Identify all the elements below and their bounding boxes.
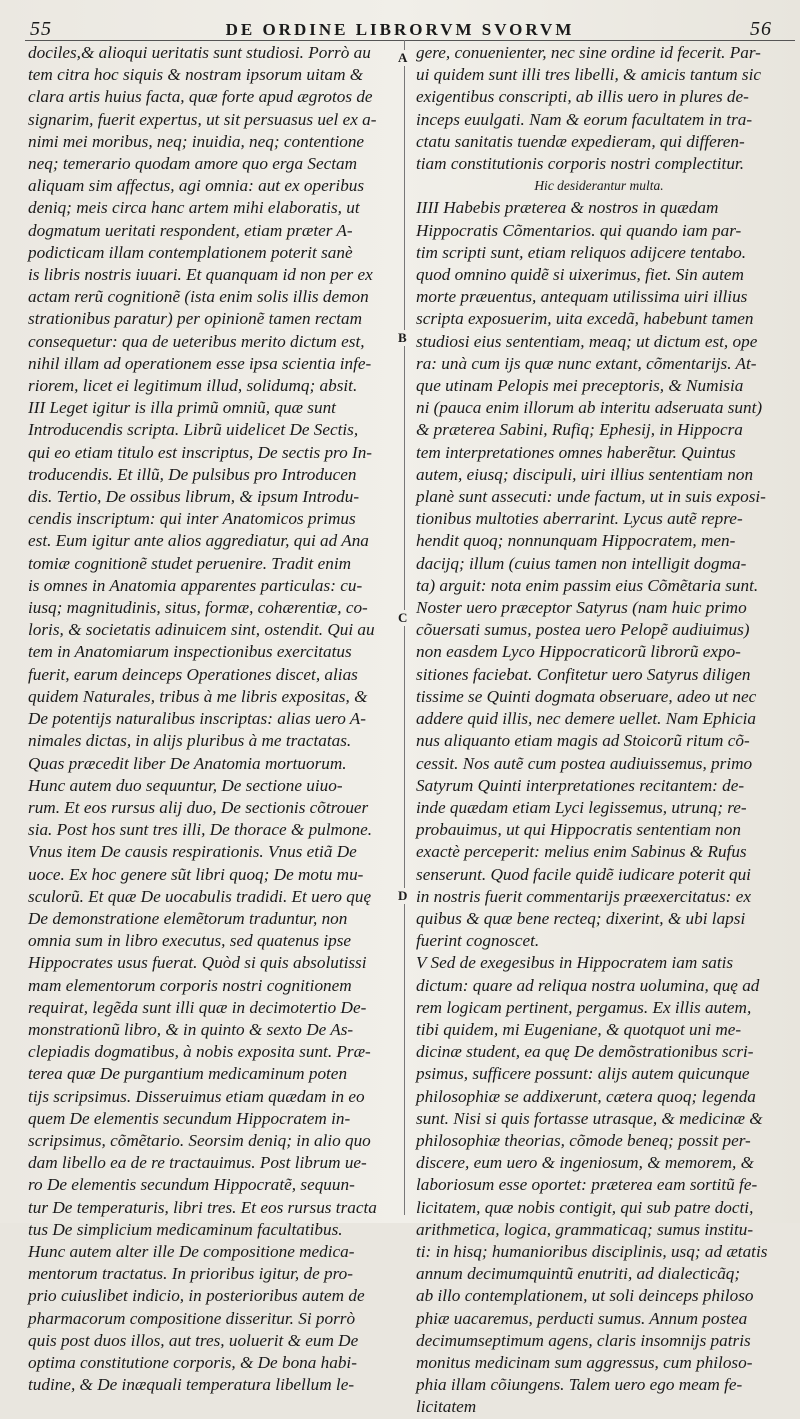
text-line: phia illam cõiungens. Talem uero ego meam fe-	[416, 1375, 743, 1395]
text-line: tus De simplicium medicaminum facultatibus.	[28, 1219, 343, 1239]
text-line: Hippocratis Cõmentarios. qui quando iam par-	[416, 220, 742, 240]
text-line: actam rerũ cognitionẽ (ista enim solis illis demon	[28, 287, 369, 307]
text-line: ra: unà cum ijs quæ nunc extant, cõmentarijs. At-	[416, 353, 757, 373]
text-line: podicticam illam contemplationem poterit sanè	[28, 242, 353, 262]
text-line: tem in Anatomiarum inspectionibus exercitatus	[28, 642, 352, 662]
text-line: que utinam Pelopis mei preceptoris, & Numisia	[416, 376, 744, 396]
text-line: consequetur: qua de ueteribus merito dictum est,	[28, 331, 365, 351]
text-line: clepiadis dogmatibus, à nobis exposita sunt. Præ-	[28, 1042, 371, 1062]
text-line: mam elementorum corporis nostri cognitionem	[28, 975, 352, 995]
text-line: Noster uero præceptor Satyrus (nam huic primo	[416, 598, 747, 618]
text-line: De potentijs naturalibus inscriptas: alias uero A-	[28, 709, 367, 729]
text-line: phiæ uacaremus, perducti sumus. Annum postea	[416, 1308, 748, 1328]
text-line: dam libello ea de re tractauimus. Post librum ue-	[28, 1153, 367, 1173]
right-column	[416, 42, 782, 1417]
text-line: exactè perceperit: melius enim Sabinus & Rufus	[416, 842, 747, 862]
text-line: laboriosum esse oportet: præterea eam sortitũ fe-	[416, 1175, 758, 1195]
text-line: prio cuiuslibet indicio, in posterioribus autem de	[28, 1286, 365, 1306]
text-line: studiosi eius sententiam, meaq; ut dictum est, ope	[416, 331, 758, 351]
text-line: is libris nostris iuuari. Et quanquam id non per ex	[28, 265, 373, 285]
text-line: & præterea Sabini, Rufiq; Ephesij, in Hippocra	[416, 420, 743, 440]
text-line: arithmetica, logica, grammaticaq; sumus institu-	[416, 1219, 754, 1239]
text-line: quis post duos illos, aut tres, uoluerit & eum De	[28, 1330, 359, 1350]
text-line: clara artis huius facta, quæ forte apud ægrotos de	[28, 87, 373, 107]
text-line: nus aliquanto etiam magis ad Stoicorũ ritum cõ-	[416, 731, 750, 751]
text-line: psimus, sufficere possunt: alijs autem quicunque	[416, 1064, 750, 1084]
text-line: signarim, fuerit expertus, ut sit persuasus uel ex a-	[28, 109, 377, 129]
margin-letter-a: A	[398, 50, 408, 65]
text-line: cendis inscriptum: qui inter Anatomicos primus	[28, 509, 356, 529]
text-line: omnia sum in libro executus, sed quatenus ipse	[28, 931, 352, 951]
text-line: hendit quoq; nonnunquam Hippocratem, men-	[416, 531, 736, 551]
text-line: IIII Habebis præterea & nostros in quædam	[416, 198, 719, 218]
text-line: loris, & societatis adinuicem sint, ostendit. Qui au	[28, 620, 375, 640]
left-column	[28, 42, 398, 1395]
text-line: tijs scripsimus. Disseruimus etiam quædam in eo	[28, 1086, 365, 1106]
text-line: philosophiæ theorias, cõmode beneq; possit per-	[416, 1130, 751, 1150]
text-line: licitatem, quæ nobis contigit, qui sub patre docti,	[416, 1197, 754, 1217]
text-line: optima constitutione corporis, & De bona habi-	[28, 1352, 357, 1372]
text-line: inde quædam etiam Lyci legissemus, utrunq; re-	[416, 797, 747, 817]
text-line: tim scripti sunt, etiam reliquos adijcere tentabo.	[416, 242, 747, 262]
text-line: III Leget igitur is illa primũ omniũ, quæ sunt	[28, 398, 336, 418]
text-line: tudine, & De inæquali temperatura libellum le-	[28, 1375, 355, 1395]
running-head: DE ORDINE LIBRORVM SVORVM	[225, 20, 575, 39]
text-line: addere quid illis, nec demere uellet. Nam Ephicia	[416, 709, 757, 729]
text-line: ctatu sanitatis tuendæ expedieram, qui differen-	[416, 131, 745, 151]
header-rule	[25, 40, 795, 41]
text-line: mentorum tractatus. In prioribus igitur, de pro-	[28, 1264, 353, 1284]
text-line: monitus medicinam sum aggressus, cum philoso-	[416, 1352, 753, 1372]
text-line: decimumseptimum agens, claris insomnijs patris	[416, 1330, 751, 1350]
text-line: requirat, legẽda sunt illi quæ in decimotertio De-	[28, 997, 367, 1017]
text-line: riorem, licet ei legitimum illud, solidumq; absit.	[28, 376, 358, 396]
text-line: rem logicam pertinent, pergamus. Ex illis autem,	[416, 997, 752, 1017]
text-line: quod omnino quidẽ si uixerimus, fiet. Sin autem	[416, 265, 744, 285]
text-line: sia. Post hos sunt tres illi, De thorace & pulmone.	[28, 820, 373, 840]
text-line: ni (pauca enim illorum ab interitu adseruata sunt)	[416, 398, 763, 418]
text-line: nimales dictas, in alijs pluribus à me tractatas.	[28, 731, 352, 751]
text-line: Hunc autem alter ille De compositione medica-	[28, 1241, 355, 1261]
text-line: licitatem	[416, 1397, 477, 1417]
text-line: est. Eum igitur ante alios aggrediatur, qui ad Ana	[28, 531, 369, 551]
text-line: deniq; meis circa hanc artem mihi elaboratis, ut	[28, 198, 360, 218]
marginal-note: Hic desiderantur multa.	[534, 178, 664, 194]
text-line: inceps euulgati. Nam & eorum facultatem in tra-	[416, 109, 753, 129]
text-line: nimi mei moribus, neq; inuidia, neq; contentione	[28, 131, 365, 151]
text-line: morte præuentus, antequam utilissima uiri illius	[416, 287, 748, 307]
text-line: ti: in hisq; humanioribus disciplinis, usq; ad ætatis	[416, 1241, 768, 1261]
text-line: aliquam sim affectus, agi omnia: aut ex operibus	[28, 176, 365, 196]
text-line: scripta exposuerim, uita excedã, habebunt tamen	[416, 309, 754, 329]
text-line: tem interpretationes omnes haberẽtur. Quintus	[416, 442, 736, 462]
text-line: troducendis. Et illũ, De pulsibus pro Introducen	[28, 464, 357, 484]
text-line: cõuersati sumus, postea uero Pelopẽ audiuimus)	[416, 620, 750, 640]
text-line: dociles,& alioqui ueritatis sunt studiosi. Porrò au	[28, 43, 371, 62]
text-line: fuerit, earum deinceps Operationes discet, alias	[28, 664, 358, 684]
text-line: tibi quidem, mi Eugeniane, & quotquot uni me-	[416, 1019, 742, 1039]
page-number-left: 55	[30, 18, 52, 40]
text-line: planè sunt assecuti: unde factum, ut in suis exposi-	[416, 487, 766, 507]
text-line: uoce. Ex hoc genere sũt libri quoq; De motu mu-	[28, 864, 364, 884]
text-line: rum. Et eos rursus alij duo, De sectionis cõtrouer	[28, 797, 369, 817]
text-line: Hunc autem duo sequuntur, De sectione uiuo-	[28, 775, 343, 795]
text-line: dictum: quare ad reliqua nostra uolumina, quę ad	[416, 975, 760, 995]
text-line: tem citra hoc siquis & nostram ipsorum uitam &	[28, 65, 364, 85]
text-line: scripsimus, cõmẽtario. Seorsim deniq; in alio quo	[28, 1130, 371, 1150]
text-line: iusq; magnitudinis, situs, formæ, cohærentiæ, co-	[28, 598, 368, 618]
text-line: sunt. Nisi si quis fortasse utrasque, & medicinæ &	[416, 1108, 763, 1128]
text-line: probauimus, ut qui Hippocratis sententiam non	[416, 820, 741, 840]
text-line: senserunt. Quod facile quidẽ iudicare poterit qui	[416, 864, 751, 884]
text-line: tissime se Quinti dogmata obseruare, adeo ut nec	[416, 686, 757, 706]
text-line: dis. Tertio, De ossibus librum, & ipsum Introdu-	[28, 487, 360, 507]
text-line: ro De elementis secundum Hippocratẽ, sequun-	[28, 1175, 355, 1195]
text-line: ta) arguit: nota enim passim eius Cõmẽtaria sunt.	[416, 575, 759, 595]
text-line: quidem Naturales, tribus à me libris expositas, &	[28, 686, 368, 706]
text-line: autem, eiusq; discipuli, uiri illius sententiam non	[416, 464, 754, 484]
text-line: quem De elementis secundum Hippocratem in-	[28, 1108, 351, 1128]
column-divider	[404, 40, 405, 1215]
text-line: ui quidem sunt illi tres libelli, & amicis tantum sic	[416, 65, 762, 85]
text-line: philosophiæ se addixerunt, cætera quoq; legenda	[416, 1086, 756, 1106]
text-line: Vnus item De causis respirationis. Vnus etiã De	[28, 842, 357, 862]
text-line: tomiæ cognitionẽ studet peruenire. Tradit enim	[28, 553, 352, 573]
text-line: exigentibus conscripti, ab illis uero in plures de-	[416, 87, 749, 107]
text-line: gere, conuenienter, nec sine ordine id fecerit. Par-	[416, 43, 761, 62]
text-line: dogmatum ueritati respondent, etiam præter A-	[28, 220, 353, 240]
text-line: Quas præcedit liber De Anatomia mortuorum.	[28, 753, 347, 773]
text-line: annum decimumquintũ enutriti, ad dialecticãq;	[416, 1264, 741, 1284]
text-line: dacijq; illum (cuius tamen non intelligit dogma-	[416, 553, 747, 573]
text-line: sculorũ. Et quæ De uocabulis tradidi. Et uero quę	[28, 886, 372, 906]
text-line: monstrationũ libro, & in quinto & sexto De As-	[28, 1019, 354, 1039]
text-line: pharmacorum compositione disseritur. Si porrò	[28, 1308, 356, 1328]
text-line: sitiones faciebat. Confitetur uero Satyrus diligen	[416, 664, 751, 684]
text-line: tiam constitutionis corporis nostri complectitur.	[416, 154, 744, 174]
text-line: Hippocrates usus fuerat. Quòd si quis absolutissi	[28, 953, 367, 973]
text-line: neq; temerario quodam amore quo erga Sectam	[28, 154, 358, 174]
text-line: strationibus paratur) per opinionẽ tamen rectam	[28, 309, 363, 329]
text-line: fuerint cognoscet.	[416, 931, 540, 951]
text-line: cessit. Nos autẽ cum postea audiuissemus, primo	[416, 753, 753, 773]
text-line: in nostris fuerit commentarijs præexercitatus: ex	[416, 886, 751, 906]
margin-letter-b: B	[398, 330, 407, 345]
text-line: discere, eum uero & ingeniosum, & memorem, &	[416, 1153, 754, 1173]
text-line: is omnes in Anatomia apparentes particulas: cu-	[28, 575, 363, 595]
text-line: tionibus multoties aberrarint. Lycus autẽ repre-	[416, 509, 743, 529]
text-line: V Sed de exegesibus in Hippocratem iam satis	[416, 953, 734, 973]
text-line: dicinæ student, ea quę De demõstrationibus scri-	[416, 1042, 754, 1062]
text-line: qui eo etiam titulo est inscriptus, De sectis pro In-	[28, 442, 373, 462]
text-line: terea quæ De purgantium medicaminum poten	[28, 1064, 348, 1084]
text-line: ab illo contemplationem, ut soli deinceps philoso	[416, 1286, 754, 1306]
page-number-right: 56	[750, 18, 772, 40]
text-line: Satyrum Quinti interpretationes recitantem: de-	[416, 775, 745, 795]
text-line: tur De temperaturis, libri tres. Et eos rursus tracta	[28, 1197, 377, 1217]
text-line: quibus & quæ bene recteq; dixerint, & ubi lapsi	[416, 908, 746, 928]
margin-letter-d: D	[398, 888, 408, 903]
text-line: De demonstratione elemẽtorum traduntur, non	[28, 908, 348, 928]
text-line: non easdem Lyco Hippocraticorũ librorũ expo-	[416, 642, 741, 662]
text-line: nihil illam ad operationem esse ipsa scientia infe-	[28, 353, 372, 373]
text-line: Introducendis scripta. Librũ uidelicet De Sectis,	[28, 420, 359, 440]
margin-letter-c: C	[398, 610, 408, 625]
